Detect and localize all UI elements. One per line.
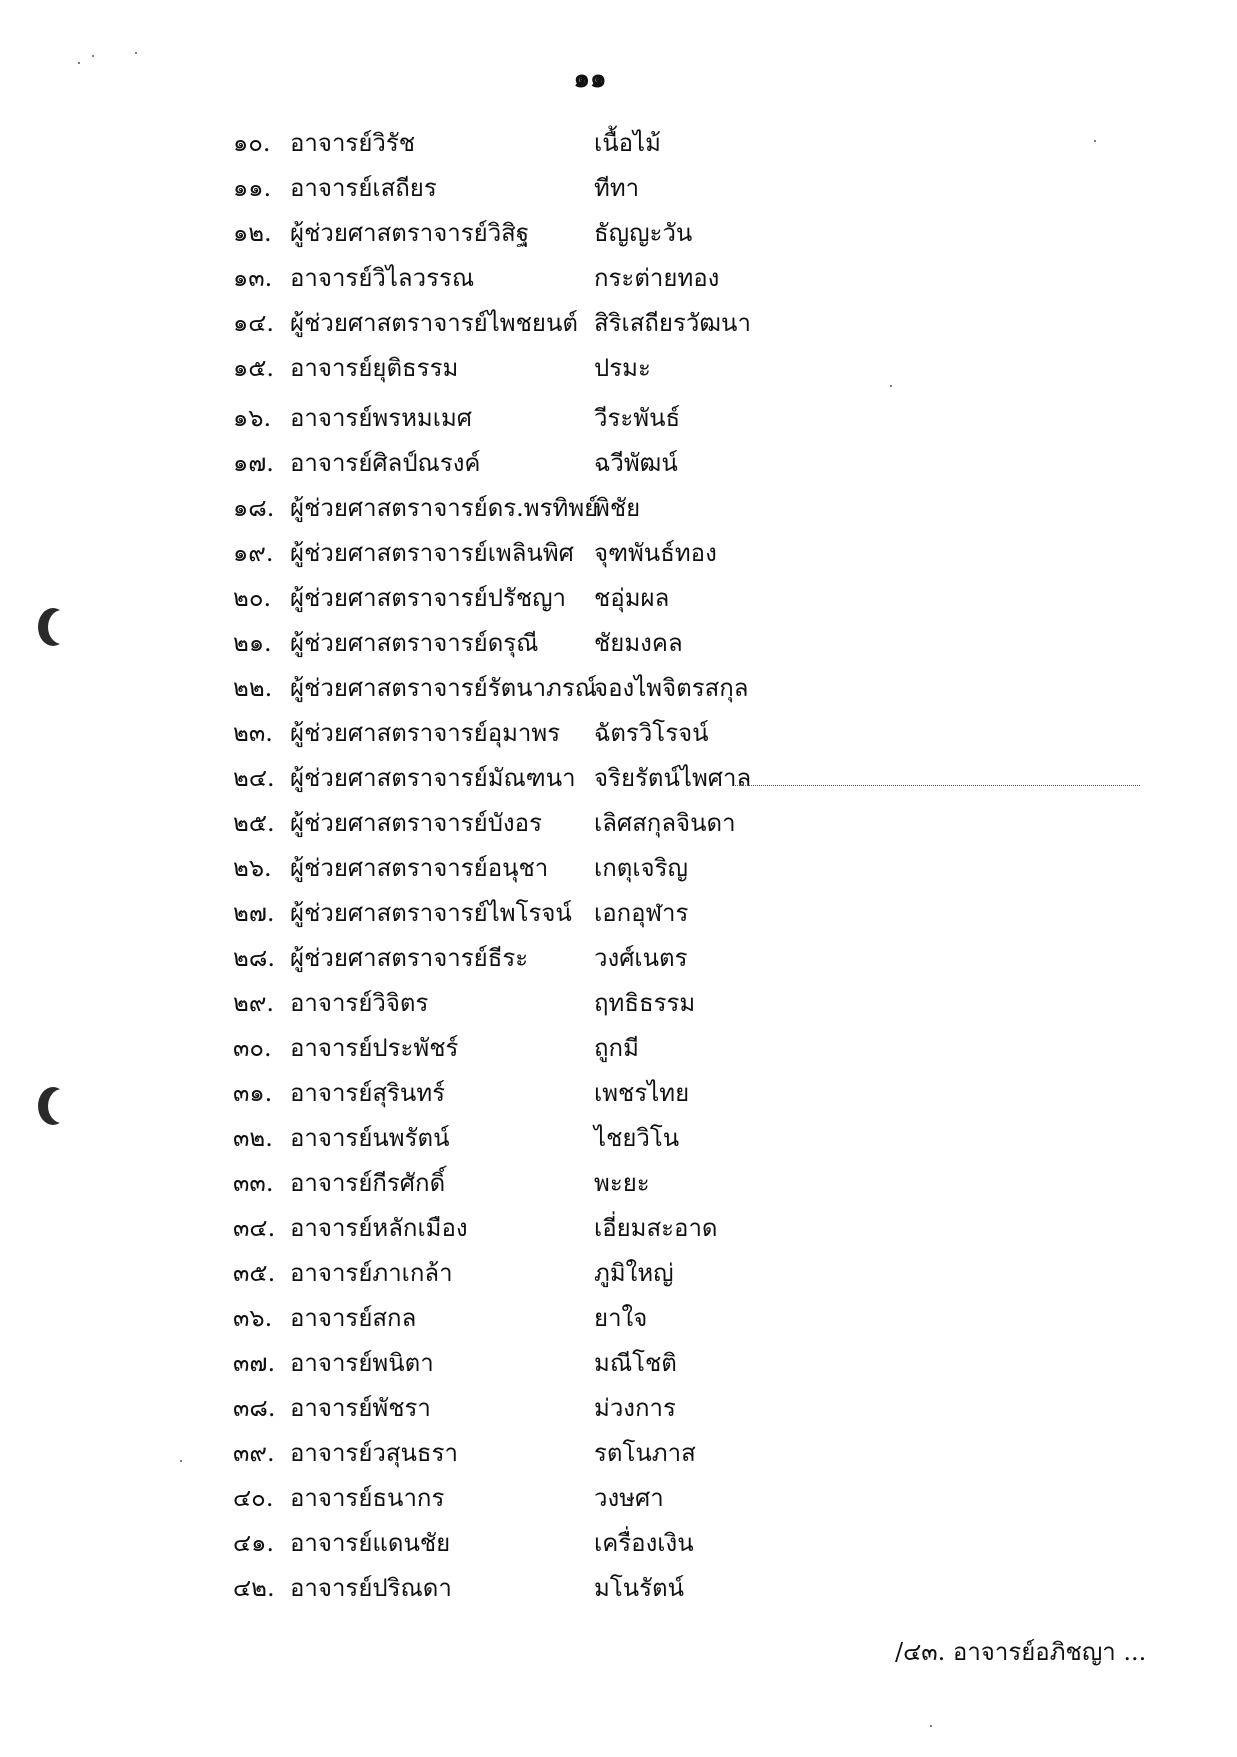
list-item (0, 215, 1237, 251)
binder-hole-mark-icon (38, 608, 68, 646)
item-surname: พิชัย (594, 494, 641, 522)
item-number: ๑๘. (233, 494, 275, 522)
item-surname: ไชยวิโน (594, 1124, 680, 1152)
list-item (0, 400, 1237, 436)
item-surname: ชัยมงคล (594, 629, 683, 657)
item-title-name: อาจารย์ธนากร (290, 1484, 445, 1512)
list-item (0, 445, 1237, 481)
item-number: ๔๒. (233, 1574, 275, 1602)
item-number: ๓๑. (233, 1079, 273, 1107)
item-number: ๓๗. (233, 1349, 276, 1377)
list-item (0, 125, 1237, 161)
item-surname: มณีโชติ (594, 1349, 677, 1377)
list-item (0, 1300, 1237, 1336)
list-item (0, 760, 1237, 796)
item-title-name: ผู้ช่วยศาสตราจารย์รัตนาภรณ์ (290, 674, 598, 702)
item-number: ๔๑. (233, 1529, 275, 1557)
item-surname: เอกอุฬาร (594, 899, 689, 927)
item-title-name: อาจารย์พรหมเมศ (290, 404, 472, 432)
item-title-name: ผู้ช่วยศาสตราจารย์วิสิฐ (290, 219, 530, 247)
item-surname: สิริเสถียรวัฒนา (594, 309, 751, 337)
list-item (0, 1435, 1237, 1471)
item-surname: จริยรัตน์ไพศาล (594, 764, 752, 792)
item-title-name: ผู้ช่วยศาสตราจารย์ธีระ (290, 944, 529, 972)
list-item (0, 985, 1237, 1021)
item-surname: ยาใจ (594, 1304, 648, 1332)
item-title-name: ผู้ช่วยศาสตราจารย์อุมาพร (290, 719, 561, 747)
list-item (0, 1120, 1237, 1156)
item-title-name: ผู้ช่วยศาสตราจารย์มัณฑนา (290, 764, 576, 792)
item-number: ๓๖. (233, 1304, 273, 1332)
dotted-leader-line (735, 785, 1140, 786)
list-item (0, 1390, 1237, 1426)
list-item (0, 670, 1237, 706)
item-number: ๒๕. (233, 809, 275, 837)
item-number: ๒๒. (233, 674, 273, 702)
list-item (0, 1165, 1237, 1201)
item-title-name: ผู้ช่วยศาสตราจารย์ไพโรจน์ (290, 899, 572, 927)
item-surname: ปรมะ (594, 354, 651, 382)
item-surname: รตโนภาส (594, 1439, 696, 1467)
scan-speck (78, 62, 80, 64)
list-item (0, 170, 1237, 206)
item-surname: เอี่ยมสะอาด (594, 1214, 718, 1242)
item-number: ๑๔. (233, 309, 275, 337)
list-item (0, 580, 1237, 616)
item-title-name: อาจารย์วิไลวรรณ (290, 264, 475, 292)
item-title-name: อาจารย์ประพัชร์ (290, 1034, 459, 1062)
item-title-name: ผู้ช่วยศาสตราจารย์บังอร (290, 809, 542, 837)
item-surname: จุฑพันธ์ทอง (594, 539, 717, 567)
item-number: ๑๙. (233, 539, 274, 567)
list-item (0, 850, 1237, 886)
item-number: ๓๔. (233, 1214, 276, 1242)
continuation-note: /๔๓. อาจารย์อภิชญา ... (895, 1638, 1147, 1666)
list-item (0, 940, 1237, 976)
item-number: ๑๐. (233, 129, 271, 157)
item-number: ๓๒. (233, 1124, 273, 1152)
list-item (0, 305, 1237, 341)
list-item (0, 625, 1237, 661)
item-surname: จองไพจิตรสกุล (594, 674, 749, 702)
list-item (0, 1075, 1237, 1111)
item-surname: เลิศสกุลจินดา (594, 809, 736, 837)
list-item (0, 490, 1237, 526)
item-title-name: อาจารย์หลักเมือง (290, 1214, 468, 1242)
item-title-name: อาจารย์วิจิตร (290, 989, 429, 1017)
item-title-name: อาจารย์พัชรา (290, 1394, 431, 1422)
item-number: ๒๙. (233, 989, 275, 1017)
list-item (0, 1480, 1237, 1516)
list-item (0, 805, 1237, 841)
item-title-name: ผู้ช่วยศาสตราจารย์ปรัชญา (290, 584, 567, 612)
item-title-name: อาจารย์แดนชัย (290, 1529, 451, 1557)
scan-speck (135, 52, 137, 54)
list-item (0, 260, 1237, 296)
item-title-name: อาจารย์ปริณดา (290, 1574, 452, 1602)
item-number: ๒๔. (233, 764, 275, 792)
item-title-name: อาจารย์เสถียร (290, 174, 437, 202)
item-number: ๔๐. (233, 1484, 274, 1512)
item-title-name: อาจารย์กีรศักดิ์ (290, 1169, 446, 1197)
item-surname: ฉัตรวิโรจน์ (594, 719, 709, 747)
list-item (0, 1255, 1237, 1291)
scan-speck (890, 385, 892, 387)
list-item (0, 535, 1237, 571)
item-surname: เกตุเจริญ (594, 854, 688, 882)
item-number: ๑๒. (233, 219, 272, 247)
item-surname: เนื้อไม้ (594, 129, 661, 157)
list-item (0, 895, 1237, 931)
item-title-name: อาจารย์วสุนธรา (290, 1439, 458, 1467)
binder-hole-mark-icon (38, 1087, 68, 1125)
item-surname: เครื่องเงิน (594, 1529, 694, 1557)
item-surname: ฤทธิธรรม (594, 989, 696, 1017)
item-number: ๑๕. (233, 354, 275, 382)
item-number: ๒๖. (233, 854, 272, 882)
item-surname: วงษศา (594, 1484, 664, 1512)
item-title-name: อาจารย์พนิตา (290, 1349, 434, 1377)
scan-speck (1094, 140, 1096, 142)
item-number: ๑๓. (233, 264, 273, 292)
item-surname: ชอุ่มผล (594, 584, 670, 612)
list-item (0, 1525, 1237, 1561)
item-surname: ธัญญะวัน (594, 219, 693, 247)
item-surname: ถูกมี (594, 1034, 639, 1062)
item-title-name: อาจารย์ภาเกล้า (290, 1259, 453, 1287)
item-title-name: ผู้ช่วยศาสตราจารย์เพลินพิศ (290, 539, 574, 567)
item-title-name: อาจารย์ยุติธรรม (290, 354, 459, 382)
item-number: ๑๗. (233, 449, 274, 477)
item-title-name: อาจารย์ศิลป์ณรงค์ (290, 449, 481, 477)
item-number: ๓๙. (233, 1439, 275, 1467)
item-number: ๒๓. (233, 719, 273, 747)
item-title-name: อาจารย์วิรัช (290, 129, 416, 157)
item-surname: เพชรไทย (594, 1079, 690, 1107)
item-number: ๑๖. (233, 404, 272, 432)
list-item (0, 350, 1237, 386)
item-number: ๓๐. (233, 1034, 272, 1062)
item-number: ๓๓. (233, 1169, 274, 1197)
page-number: ๑๑ (573, 64, 607, 94)
list-item (0, 1570, 1237, 1606)
item-surname: พะยะ (594, 1169, 650, 1197)
scan-speck (930, 1725, 932, 1727)
scan-speck (92, 55, 94, 57)
item-number: ๒๑. (233, 629, 272, 657)
item-title-name: ผู้ช่วยศาสตราจารย์ดรุณี (290, 629, 539, 657)
item-title-name: ผู้ช่วยศาสตราจารย์ไพชยนต์ (290, 309, 578, 337)
item-number: ๓๕. (233, 1259, 276, 1287)
item-number: ๑๑. (233, 174, 272, 202)
item-number: ๒๗. (233, 899, 275, 927)
item-number: ๓๘. (233, 1394, 276, 1422)
item-title-name: ผู้ช่วยศาสตราจารย์ดร.พรทิพย์ (290, 494, 599, 522)
list-item (0, 1210, 1237, 1246)
item-surname: ม่วงการ (594, 1394, 676, 1422)
scan-speck (180, 1460, 182, 1462)
item-title-name: อาจารย์สกล (290, 1304, 417, 1332)
item-surname: กระต่ายทอง (594, 264, 720, 292)
list-item (0, 715, 1237, 751)
item-surname: มโนรัตน์ (594, 1574, 684, 1602)
item-surname: วีระพันธ์ (594, 404, 681, 432)
item-title-name: อาจารย์สุรินทร์ (290, 1079, 446, 1107)
list-item (0, 1030, 1237, 1066)
item-surname: ทีทา (594, 174, 640, 202)
item-surname: ภูมิใหญ่ (594, 1259, 674, 1287)
item-surname: วงศ์เนตร (594, 944, 688, 972)
list-item (0, 1345, 1237, 1381)
item-number: ๒๐. (233, 584, 272, 612)
item-surname: ฉวีพัฒน์ (594, 449, 678, 477)
item-title-name: อาจารย์นพรัตน์ (290, 1124, 450, 1152)
item-title-name: ผู้ช่วยศาสตราจารย์อนุชา (290, 854, 549, 882)
item-number: ๒๘. (233, 944, 275, 972)
